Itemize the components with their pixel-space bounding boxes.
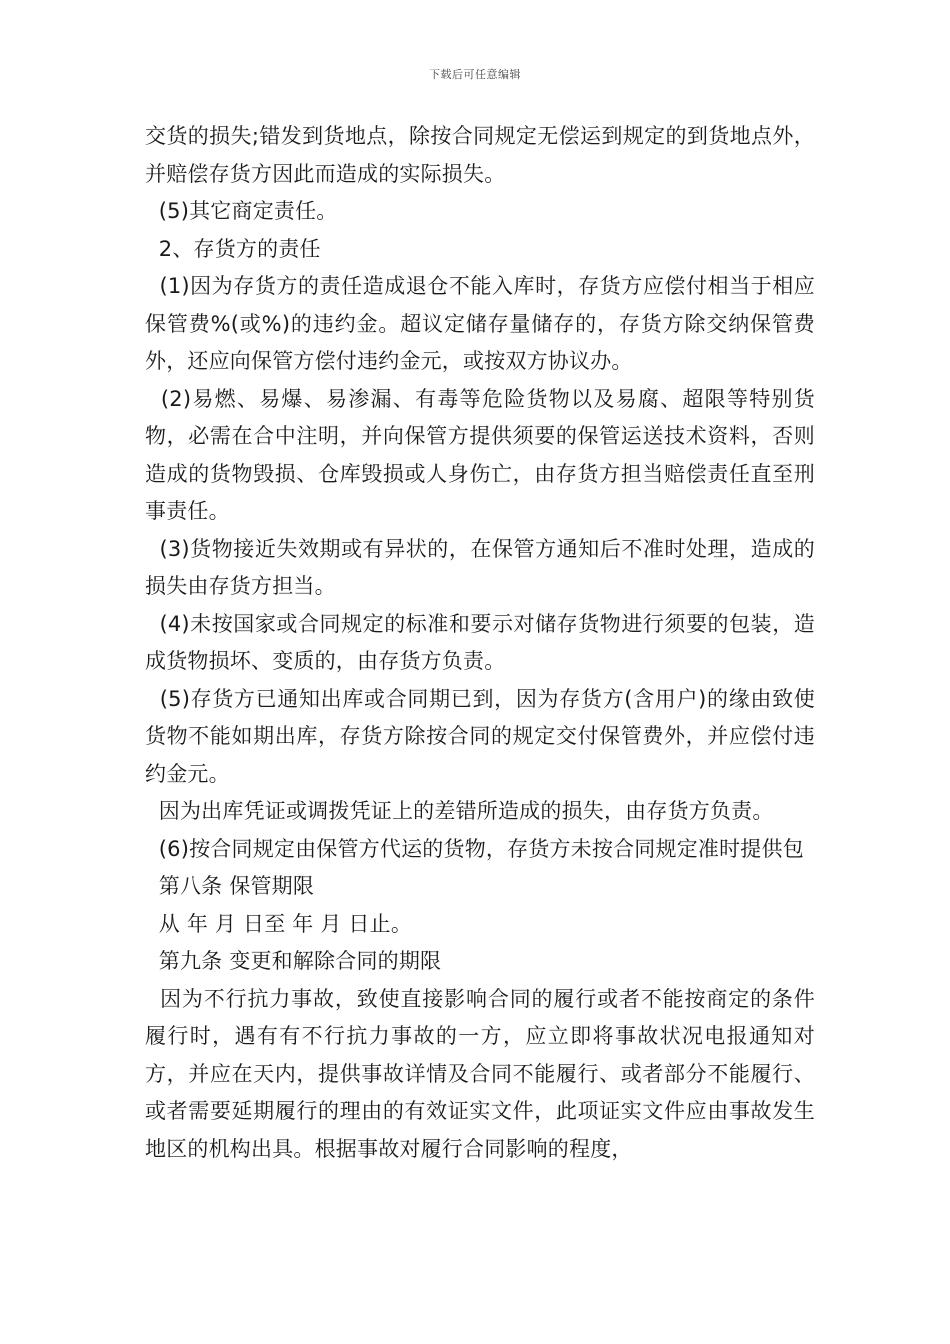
section-heading-depositor-liability: 2、存货方的责任 [145,236,321,261]
paragraph-item-2: (2)易燃、易爆、易渗漏、有毒等危险货物以及易腐、超限等特别货物，必需在合中注明，并向保管方提供须要的保管运送技术资料，否则造成的货物毁损、仓库毁损或人身伤亡，由存货方担当赔偿责任直至刑事责任。 [145,386,815,523]
article-8-period: 从 年 月 日至 年 月 日止。 [145,911,413,936]
article-8-heading: 第八条 保管期限 [145,874,315,898]
paragraph-voucher-error: 因为出库凭证或调拨凭证上的差错所造成的损失，由存货方负责。 [145,799,774,823]
paragraph-item-1: (1)因为存货方的责任造成退仓不能入库时，存货方应偿付相当于相应保管费%(或%)的违约金。超议定储存量储存的，存货方除交纳保管费外，还应向保管方偿付违约金元，或按双方协议办。 [145,274,815,373]
paragraph-item-5-other: (5)其它商定责任。 [145,199,338,223]
paragraph-item-5: (5)存货方已通知出库或合同期已到，因为存货方(含用户)的缘由致使货物不能如期出库，存货方除按合同的规定交付保管费外，并应偿付违约金元。 [145,686,815,786]
paragraph-item-6: (6)按合同规定由保管方代运的货物，存货方未按合同规定准时提供包 [145,836,804,861]
paragraph-clause-loss: 交货的损失;错发到货地点，除按合同规定无偿运到规定的到货地点外，并赔偿存货方因此而造成的实际损失。 [145,124,815,186]
paragraph-item-4: (4)未按国家或合同规定的标准和要示对储存货物进行须要的包装，造成货物损坏、变质的，由存货方负责。 [145,611,815,673]
paragraph-item-3: (3)货物接近失效期或有异状的，在保管方通知后不准时处理，造成的损失由存货方担当。 [145,536,815,598]
article-9-body: 因为不行抗力事故，致使直接影响合同的履行或者不能按商定的条件履行时，遇有有不行抗力事故的一方，应立即将事故状况电报通知对方，并应在天内，提供事故详情及合同不能履行、或者部分不能履行、或者需要延期履行的理由的有效证实文件，此项证实文件应由事故发生地区的机构出具。根据事故对履行合同影响的程度， [145,986,815,1161]
page-header-note: 下载后可任意编辑 [429,68,521,81]
document-body [145,118,815,1168]
article-9-heading: 第九条 变更和解除合同的期限 [145,949,442,973]
